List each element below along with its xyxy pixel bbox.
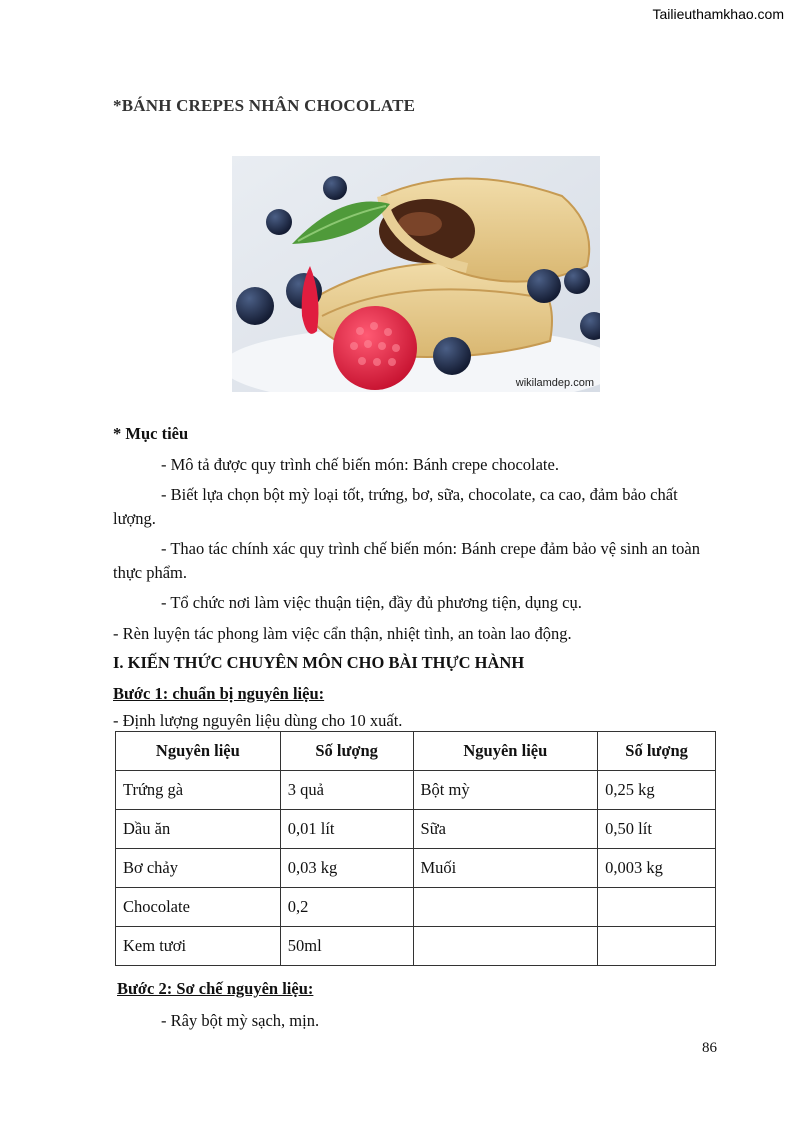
table-cell <box>598 927 716 966</box>
table-cell: 3 quả <box>280 771 413 810</box>
table-row <box>116 888 716 927</box>
crepe-photo <box>232 156 600 392</box>
table-cell: 0,03 kg <box>280 849 413 888</box>
table-cell: Bơ chảy <box>116 849 281 888</box>
table-cell <box>413 927 598 966</box>
objective-item: - Thao tác chính xác quy trình chế biến món: Bánh crepe đảm bảo vệ sinh an toàn thực phẩm. <box>113 539 700 582</box>
table-cell: 0,50 lít <box>598 810 716 849</box>
photo-watermark: wikilamdep.com <box>515 377 594 389</box>
header-ingredient: Nguyên liệu <box>116 732 281 771</box>
table-cell: 50ml <box>280 927 413 966</box>
step1-heading: Bước 1: chuẩn bị nguyên liệu: <box>113 684 325 703</box>
table-cell: Kem tươi <box>116 927 281 966</box>
crepe-illustration <box>232 156 600 392</box>
objective-item: - Rèn luyện tác phong làm việc cẩn thận, nhiệt tình, an toàn lao động. <box>113 624 572 643</box>
header-quantity: Số lượng <box>280 732 413 771</box>
table-cell: Muối <box>413 849 598 888</box>
section-heading: I. KIẾN THỨC CHUYÊN MÔN CHO BÀI THỰC HÀNH <box>113 653 525 672</box>
table-cell <box>413 888 598 927</box>
page-title: *BÁNH CREPES NHÂN CHOCOLATE <box>113 96 416 115</box>
table-cell: Sữa <box>413 810 598 849</box>
table-cell: 0,01 lít <box>280 810 413 849</box>
step2-item: - Rây bột mỳ sạch, mịn. <box>161 1011 320 1030</box>
header-quantity: Số lượng <box>598 732 716 771</box>
objective-item: - Tổ chức nơi làm việc thuận tiện, đầy đủ phương tiện, dụng cụ. <box>161 593 582 612</box>
table-row <box>116 927 716 966</box>
header-ingredient: Nguyên liệu <box>413 732 598 771</box>
objective-item: - Mô tả được quy trình chế biến món: Bánh crepe chocolate. <box>161 455 559 474</box>
table-header-row <box>116 732 716 771</box>
table-cell: 0,003 kg <box>598 849 716 888</box>
step1-note: - Định lượng nguyên liệu dùng cho 10 xuất. <box>113 711 403 730</box>
table-cell <box>598 888 716 927</box>
table-cell: Bột mỳ <box>413 771 598 810</box>
ingredients-table <box>115 731 716 966</box>
table-row <box>116 849 716 888</box>
table-cell: Chocolate <box>116 888 281 927</box>
table-row <box>116 810 716 849</box>
table-row <box>116 771 716 810</box>
page-number: 86 <box>702 1040 717 1056</box>
table-cell: 0,25 kg <box>598 771 716 810</box>
table-cell: Trứng gà <box>116 771 281 810</box>
objective-item: - Biết lựa chọn bột mỳ loại tốt, trứng, bơ, sữa, chocolate, ca cao, đảm bảo chất lượng. <box>113 485 678 528</box>
table-cell: Dầu ăn <box>116 810 281 849</box>
step2-heading: Bước 2: Sơ chế nguyên liệu: <box>117 979 314 998</box>
table-cell: 0,2 <box>280 888 413 927</box>
objectives-heading: * Mục tiêu <box>113 424 189 443</box>
watermark: Tailieuthamkhao.com <box>652 6 784 22</box>
